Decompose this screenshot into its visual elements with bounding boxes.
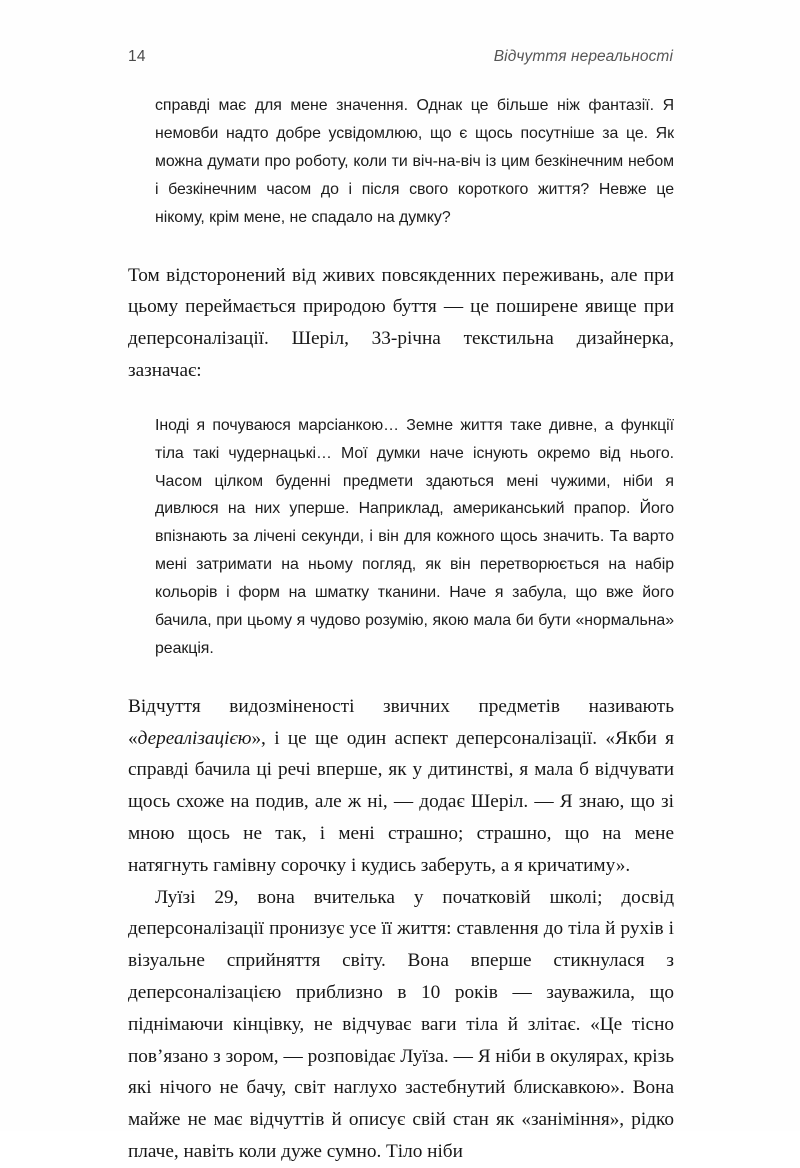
page-number: 14	[128, 48, 146, 65]
running-header	[128, 48, 673, 74]
paragraph-text-after-italic: », і це ще один аспект деперсоналізації. «Якби я справді бачила ці речі вперше, як у дитинстві, я мала б відчувати щось схоже на подив, але ж ні, — додає Шеріл. — Я знаю, що зі мною щось не так, і мені страшно; страшно, що на мене натягнуть гамівну сорочку і кудись заберуть, а я кричатиму».	[128, 727, 674, 876]
body-paragraph-derealization	[128, 691, 674, 882]
text-column	[128, 92, 674, 1168]
italic-term-derealization: дереалізацією	[137, 727, 252, 749]
running-head-title: Відчуття нереальності	[493, 48, 673, 65]
extract-block-sheryl: Іноді я почуваюся марсіанкою… Земне життя таке дивне, а функції тіла такі чудернацькі… Мої думки наче існують окремо від нього. Часом цілком буденні предмети здаються мені чужими, ніби я дивлюся на них уперше. Наприклад, американський прапор. Його впізнають за лічені секунди, і він для кожного щось значить. Та варто мені затримати на ньому погляд, як він перетворюється на набір кольорів і форм на шматку тканини. Наче я забула, що вже його бачила, при цьому я чудово розумію, якою мала би бути «нормальна» реакція.	[155, 416, 674, 657]
body-paragraph-tom: Том відсторонений від живих повсякденних переживань, але при цьому переймається природою буття — це поширене явище при деперсоналізації. Шеріл, 33-річна текстильна дизайнерка, зазначає:	[128, 264, 674, 381]
spacer	[128, 663, 674, 691]
spacer	[128, 387, 674, 412]
extract-block-tom-continued: справді має для мене значення. Однак це більше ніж фантазії. Я немовби надто добре усвідомлюю, що є щось посутніше за це. Як можна думати про роботу, коли ти віч-на-віч із цим безкінечним небом і безкінечним часом до і після свого короткого життя? Невже це нікому, крім мене, не спадало на думку?	[155, 97, 674, 226]
paragraph-text-before-italic: Відчуття видозміненості звичних предметів називають «	[128, 695, 674, 749]
spacer	[128, 232, 674, 260]
body-paragraph-louise: Луїзі 29, вона вчителька у початковій школі; досвід деперсоналізації пронизує усе її життя: ставлення до тіла й рухів і візуальне сприйняття світу. Вона вперше стикнулася з деперсоналізацією приблизно в 10 років — зауважила, що піднімаючи кінцівку, не відчуває ваги тіла й злітає. «Це тісно пов’язано з зором, — розповідає Луїза. — Я ніби в окулярах, крізь які нічого не бачу, світ наглухо застебнутий блискавкою». Вона майже не має відчуттів й описує свій стан як «заніміння», рідко плаче, навіть коли дуже сумно. Тіло ніби	[128, 886, 674, 1163]
